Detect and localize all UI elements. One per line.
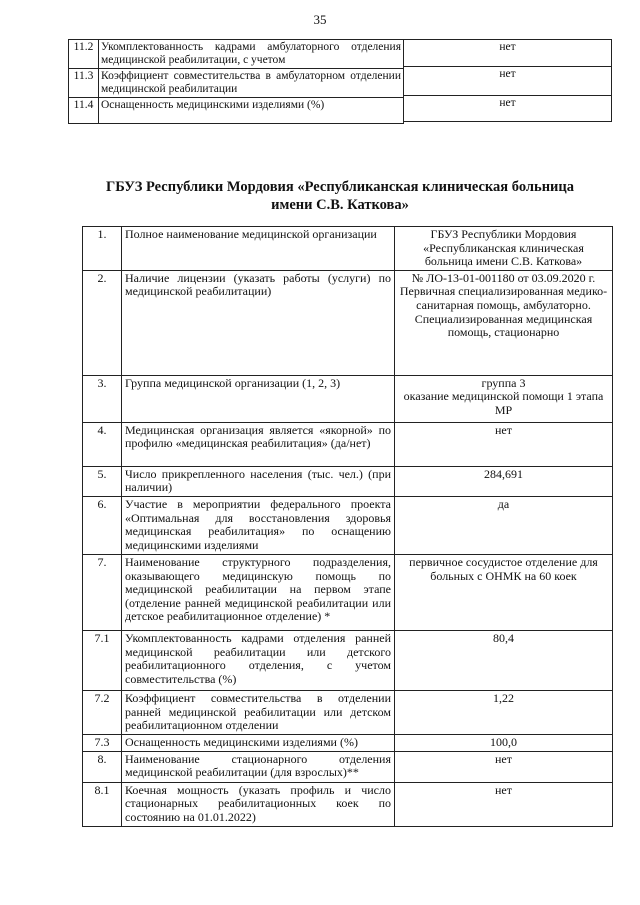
row-name: Оснащенность медицинскими изделиями (%) [122, 734, 395, 751]
row-number: 11.3 [69, 69, 99, 98]
table-row [83, 751, 613, 782]
section-heading [70, 178, 610, 214]
heading-line-2: имени С.В. Каткова» [271, 197, 409, 213]
table-row [83, 422, 613, 466]
table-row [83, 554, 613, 630]
table-row [83, 630, 613, 690]
row-number: 11.2 [69, 40, 99, 69]
row-number: 4. [83, 422, 122, 466]
row-value: нет [395, 422, 613, 466]
row-number: 8.1 [83, 782, 122, 826]
table-row [404, 67, 612, 96]
row-value: 80,4 [395, 630, 613, 690]
top-table-values [403, 39, 612, 122]
top-table [68, 39, 404, 124]
table-row [83, 375, 613, 422]
row-value [395, 375, 613, 422]
row-number: 7.1 [83, 630, 122, 690]
table-row [404, 96, 612, 122]
row-name: Наличие лицензии (указать работы (услуги) по медицинской реабилитации) [122, 270, 395, 375]
row-name: Группа медицинской организации (1, 2, 3) [122, 375, 395, 422]
row-value: 284,691 [395, 466, 613, 496]
row-name: Медицинская организация является «якорной» по профилю «медицинская реабилитация» (да/нет) [122, 422, 395, 466]
row-name: Число прикрепленного населения (тыс. чел.) (при наличии) [122, 466, 395, 496]
row-value: нет [395, 751, 613, 782]
group-stage: оказание медицинской помощи 1 этапа МР [403, 389, 604, 417]
row-name: Коечная мощность (указать профиль и число стационарных реабилитационных коек по состоянию на 01.01.2022) [122, 782, 395, 826]
row-name: Оснащенность медицинскими изделиями (%) [99, 98, 404, 124]
row-value: 100,0 [395, 734, 613, 751]
row-name: Коэффициент совместительства в амбулаторном отделении медицинской реабилитации [99, 69, 404, 98]
row-number: 8. [83, 751, 122, 782]
row-value: нет [395, 782, 613, 826]
row-number: 11.4 [69, 98, 99, 124]
row-name: Наименование структурного подразделения, оказывающего медицинскую помощь по медицинской реабилитации на первом этапе (отделение ранней медицинской реабилитации или детское реабилитационное отделение) * [122, 554, 395, 630]
table-row [83, 496, 613, 554]
row-number: 6. [83, 496, 122, 554]
page-number: 35 [313, 12, 327, 27]
table-row [69, 98, 404, 124]
row-value: да [395, 496, 613, 554]
table-row [83, 227, 613, 271]
row-value [395, 270, 613, 375]
row-value: нет [404, 40, 612, 67]
table-row [83, 466, 613, 496]
table-row [83, 690, 613, 734]
table-row [83, 782, 613, 826]
table-row [404, 40, 612, 67]
row-number: 7.3 [83, 734, 122, 751]
row-number: 3. [83, 375, 122, 422]
group-value: группа 3 [481, 375, 526, 390]
row-value: ГБУЗ Республики Мордовия «Республиканская клиническая больница имени С.В. Каткова» [395, 227, 613, 271]
row-number: 7.2 [83, 690, 122, 734]
row-value: 1,22 [395, 690, 613, 734]
row-name: Укомплектованность кадрами амбулаторного отделения медицинской реабилитации, с учетом [99, 40, 404, 69]
row-value: первичное сосудистое отделение для больных с ОНМК на 60 коек [395, 554, 613, 630]
heading-line-1: ГБУЗ Республики Мордовия «Республиканская клиническая больница [105, 179, 575, 195]
row-value: нет [404, 67, 612, 96]
row-name: Коэффициент совместительства в отделении ранней медицинской реабилитации или детском реабилитационном отделении [122, 690, 395, 734]
license-service-specialized: Специализированная медицинская помощь, стационарно [414, 311, 593, 340]
row-name: Наименование стационарного отделения медицинской реабилитации (для взрослых)** [122, 751, 395, 782]
row-number: 1. [83, 227, 122, 271]
main-table [82, 226, 613, 827]
license-service-primary: Первичная специализированная медико-санитарная помощь, амбулаторно. [399, 284, 608, 312]
row-name: Полное наименование медицинской организации [122, 227, 395, 271]
row-number: 2. [83, 270, 122, 375]
table-row [69, 69, 404, 98]
row-name: Участие в мероприятии федерального проекта «Оптимальная для восстановления здоровья медицинская реабилитация» по оснащению медицинскими изделиями [122, 496, 395, 554]
table-row [83, 734, 613, 751]
row-name: Укомплектованность кадрами отделения ранней медицинской реабилитации или детского реабилитационного отделения, с учетом совместительства (%) [122, 630, 395, 690]
row-value: нет [404, 96, 612, 122]
table-row [83, 270, 613, 375]
license-number: № ЛО-13-01-001180 от 03.09.2020 г. [411, 270, 596, 285]
row-number: 7. [83, 554, 122, 630]
row-number: 5. [83, 466, 122, 496]
table-row [69, 40, 404, 69]
